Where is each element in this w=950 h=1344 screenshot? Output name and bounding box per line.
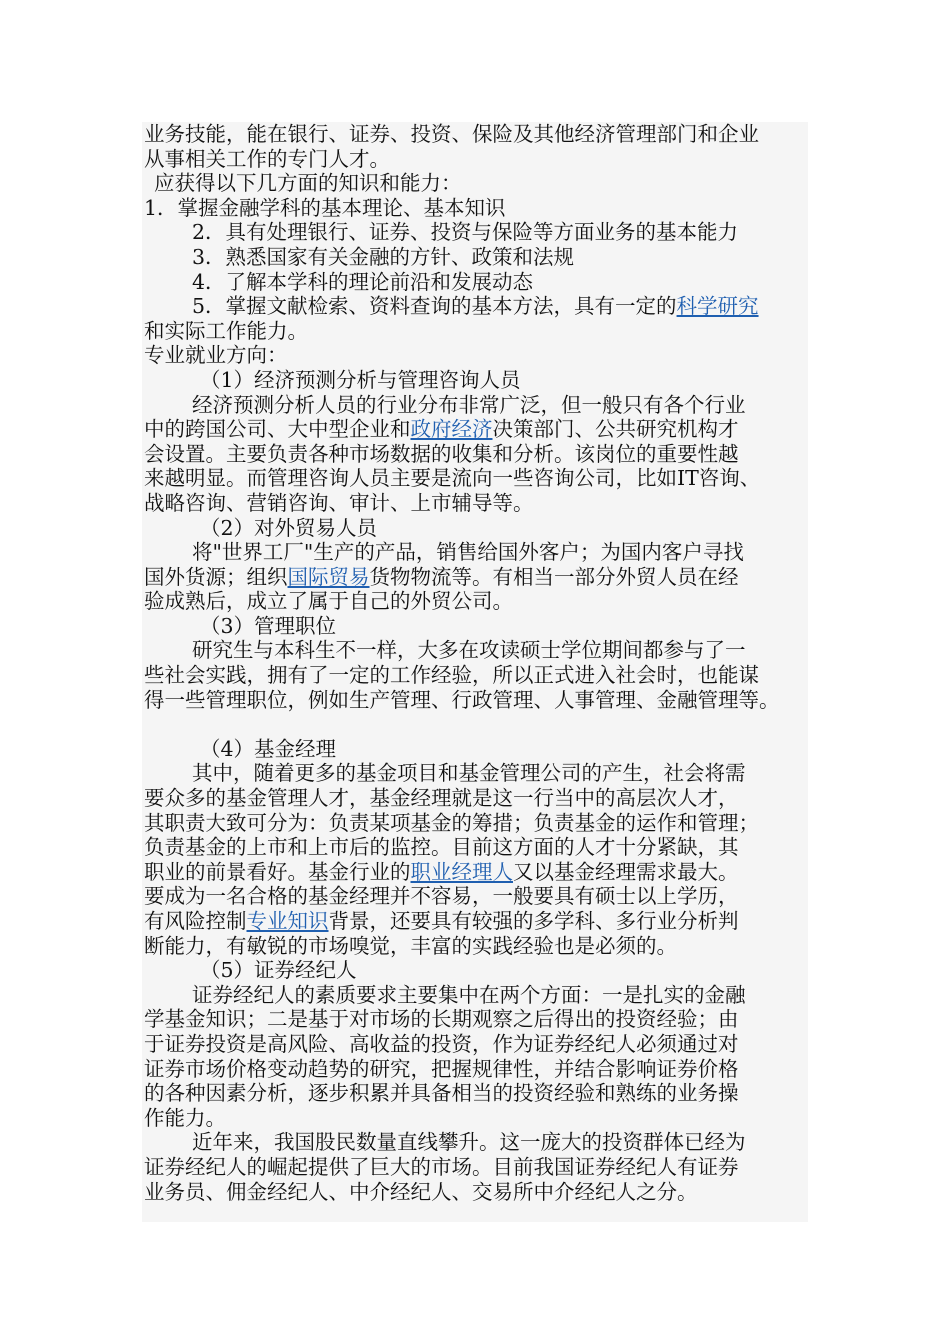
paragraph-line: 近年来，我国股民数量直线攀升。这一庞大的投资群体已经为 — [192, 1130, 746, 1155]
paragraph-line: 经济预测分析人员的行业分布非常广泛，但一般只有各个行业 — [192, 392, 746, 417]
paragraph-line: 于证券投资是高风险、高收益的投资，作为证券经纪人必须通过对 — [144, 1031, 739, 1056]
ability-item-3: 3．熟悉国家有关金融的方针、政策和法规 — [192, 244, 575, 269]
paragraph-line: 作能力。 — [144, 1105, 226, 1130]
paragraph-line: 要成为一名合格的基金经理并不容易，一般要具有硕士以上学历， — [144, 884, 739, 909]
career-5-title: （5）证券经纪人 — [200, 958, 357, 983]
text-span: 有风险控制 — [144, 909, 247, 933]
career-4-title: （4）基金经理 — [200, 736, 337, 761]
ability-item-2: 2．具有处理银行、证券、投资与保险等方面业务的基本能力 — [192, 220, 739, 245]
paragraph-line: 证券经纪人的素质要求主要集中在两个方面：一是扎实的金融 — [192, 982, 746, 1007]
ability-item-1: 1．掌握金融学科的基本理论、基本知识 — [144, 195, 506, 220]
text-span: 职业的前景看好。基金行业的 — [144, 859, 411, 884]
career-3-title: （3）管理职位 — [200, 613, 337, 638]
text-span: 又以基金经理需求最大。 — [513, 859, 739, 884]
paragraph-line: 的各种因素分析，逐步积累并具备相当的投资经验和熟练的业务操 — [144, 1081, 739, 1106]
ability-item-4: 4．了解本学科的理论前沿和发展动态 — [192, 269, 534, 294]
abilities-heading: 应获得以下几方面的知识和能力： — [154, 171, 462, 196]
document-body — [144, 122, 812, 1204]
career-2-title: （2）对外贸易人员 — [200, 515, 378, 540]
paragraph-line: 要众多的基金管理人才，基金经理就是这一行当中的高层次人才， — [144, 786, 739, 811]
paragraph-line: 研究生与本科生不一样，大多在攻读硕士学位期间都参与了一 — [192, 638, 746, 663]
paragraph-line: 得一些管理职位，例如生产管理、行政管理、人事管理、金融管理等。 — [144, 687, 780, 712]
paragraph-line: 战略咨询、营销咨询、审计、上市辅导等。 — [144, 490, 534, 515]
career-1-title: （1）经济预测分析与管理咨询人员 — [200, 367, 521, 392]
paragraph-line — [144, 860, 812, 885]
text-span: 中的跨国公司、大中型企业和 — [144, 417, 411, 442]
blank-line — [144, 712, 812, 737]
ability-item-5-cont: 和实际工作能力。 — [144, 318, 308, 343]
paragraph-line: 证券市场价格变动趋势的研究，把握规律性，并结合影响证券价格 — [144, 1056, 739, 1081]
paragraph-line: 些社会实践，拥有了一定的工作经验，所以正式进入社会时，也能谋 — [144, 663, 759, 688]
text-span: 决策部门、公共研究机构才 — [492, 417, 739, 442]
link-professional-manager[interactable]: 职业经理人 — [410, 859, 513, 884]
paragraph-line: 来越明显。而管理咨询人员主要是流向一些咨询公司，比如IT咨询、 — [144, 466, 761, 491]
paragraph-line: 业务员、佣金经纪人、中介经纪人、交易所中介经纪人之分。 — [144, 1179, 698, 1204]
paragraph-line: 负责基金的上市和上市后的监控。目前这方面的人才十分紧缺，其 — [144, 835, 739, 860]
paragraph-line: 验成熟后，成立了属于自己的外贸公司。 — [144, 589, 513, 614]
link-international-trade[interactable]: 国际贸易 — [287, 564, 370, 589]
ability-item-5 — [144, 294, 812, 319]
paragraph-line — [144, 417, 812, 442]
paragraph-line: 会设置。主要负责各种市场数据的收集和分析。该岗位的重要性越 — [144, 441, 739, 466]
paragraph-line: 学基金知识；二是基于对市场的长期观察之后得出的投资经验；由 — [144, 1007, 739, 1032]
text-span: 背景，还要具有较强的多学科、多行业分析判 — [328, 909, 739, 933]
ability-item-5-text: 5．掌握文献检索、资料查询的基本方法，具有一定的 — [192, 294, 677, 319]
text-span: 货物物流等。有相当一部分外贸人员在经 — [369, 564, 739, 589]
intro-line-1: 业务技能，能在银行、证券、投资、保险及其他经济管理部门和企业 — [144, 122, 759, 146]
paragraph-line: 证券经纪人的崛起提供了巨大的市场。目前我国证券经纪人有证券 — [144, 1154, 739, 1179]
link-professional-knowledge[interactable]: 专业知识 — [246, 909, 329, 933]
paragraph-line: 断能力，有敏锐的市场嗅觉，丰富的实践经验也是必须的。 — [144, 933, 677, 958]
paragraph-line — [144, 909, 812, 934]
link-government-economy[interactable]: 政府经济 — [410, 417, 493, 442]
paragraph-line: 其职责大致可分为：负责某项基金的筹措；负责基金的运作和管理； — [144, 810, 759, 835]
intro-line-2: 从事相关工作的专门人才。 — [144, 146, 390, 171]
link-scientific-research[interactable]: 科学研究 — [676, 294, 759, 319]
paragraph-line: 将"世界工厂"生产的产品，销售给国外客户；为国内客户寻找 — [192, 540, 744, 565]
careers-heading: 专业就业方向： — [144, 343, 288, 368]
paragraph-line — [144, 565, 812, 590]
paragraph-line: 其中，随着更多的基金项目和基金管理公司的产生，社会将需 — [192, 761, 746, 786]
text-span: 国外货源；组织 — [144, 564, 288, 589]
